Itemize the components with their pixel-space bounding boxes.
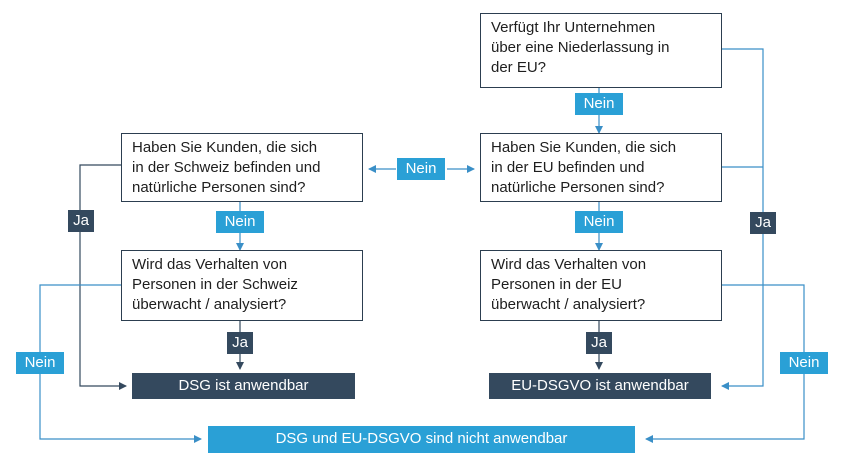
result-eu-dsgvo: EU-DSGVO ist anwendbar — [489, 373, 711, 399]
label-nein-q2: Nein — [575, 211, 623, 233]
question-eu-monitoring: Wird das Verhalten von Personen in der EU überwacht / analysiert? — [480, 250, 722, 321]
label-nein-q1: Nein — [575, 93, 623, 115]
label-ja-ch-monitoring: Ja — [227, 332, 253, 354]
label-nein-right: Nein — [780, 352, 828, 374]
question-ch-customers: Haben Sie Kunden, die sich in der Schweiz befinden und natürliche Personen sind? — [121, 133, 363, 202]
label-nein-left: Nein — [16, 352, 64, 374]
question-eu-branch: Verfügt Ihr Unternehmen über eine Niederlassung in der EU? — [480, 13, 722, 88]
result-dsg: DSG ist anwendbar — [132, 373, 355, 399]
question-eu-customers: Haben Sie Kunden, die sich in der EU befinden und natürliche Personen sind? — [480, 133, 722, 202]
arrow-q3-ja-to-dsg — [80, 165, 126, 386]
label-ja-right: Ja — [750, 212, 776, 234]
result-none: DSG und EU-DSGVO sind nicht anwendbar — [208, 426, 635, 453]
label-ja-eu-monitoring: Ja — [586, 332, 612, 354]
label-nein-q3: Nein — [216, 211, 264, 233]
label-nein-between: Nein — [397, 158, 445, 180]
label-ja-left: Ja — [68, 210, 94, 232]
question-ch-monitoring: Wird das Verhalten von Personen in der Schweiz überwacht / analysiert? — [121, 250, 363, 321]
